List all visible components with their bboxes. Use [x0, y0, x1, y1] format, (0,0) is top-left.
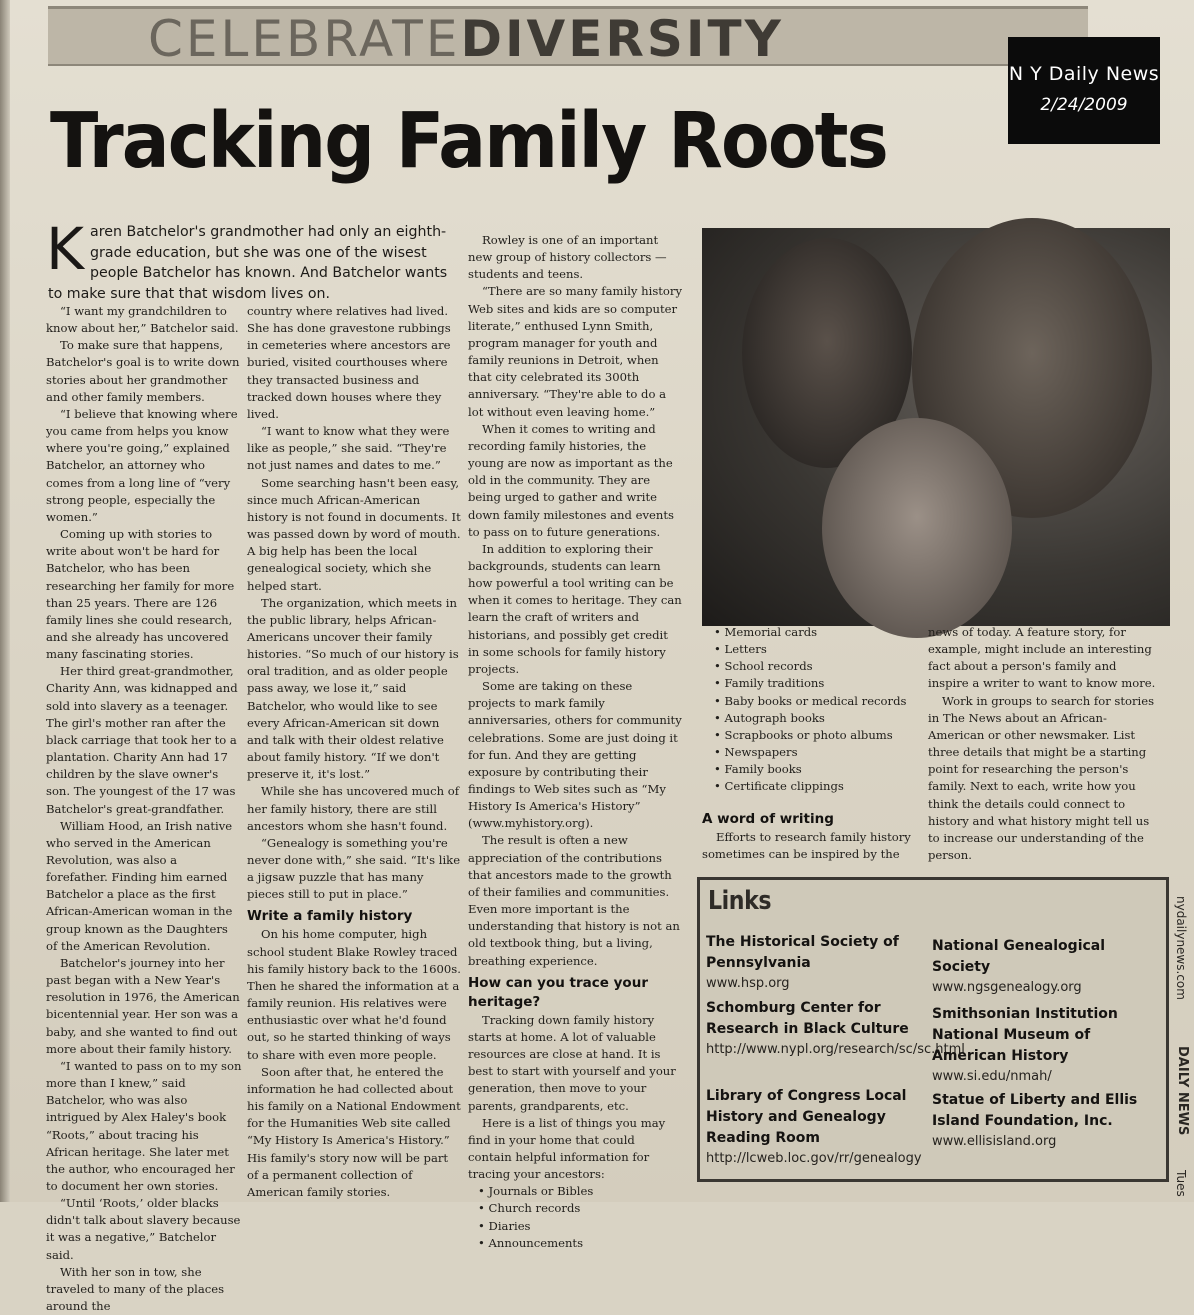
paragraph: Here is a list of things you may find in your home that could contain helpful information for tracing your ancestors:	[468, 1115, 666, 1182]
column-5	[928, 624, 1156, 864]
column-2	[247, 303, 461, 1201]
stamp-publication: N Y Daily News	[1008, 63, 1160, 85]
list-item: • Memorial cards	[714, 624, 916, 641]
list-item: • Family books	[714, 761, 916, 778]
link-historical-society-pa	[706, 932, 916, 994]
paragraph: Some are taking on these projects to mark family anniversaries, others for community celebrations. Some are just doing it for fun. And they are getting exposure by contributing their findings to Web sites such as “My History Is America's History” (www.myhistory.org).	[468, 679, 682, 831]
subhead-word-of-writing: A word of writing	[702, 810, 834, 827]
list-item: • School records	[714, 658, 916, 675]
list-item: • Certificate clippings	[714, 778, 916, 795]
column-3	[468, 232, 682, 1252]
paragraph: country where relatives had lived. She has done gravestone rubbings in cemeteries where ancestors are buried, visited courthouses where they transacted business and tracked down houses where they lived.	[247, 304, 451, 421]
paragraph: On his home computer, high school student Blake Rowley traced his family history back to the 1600s. Then he shared the information at a family reunion. His relatives were enthusiastic over what he'd found out, so he started thinking of ways to share with even more people.	[247, 927, 461, 1062]
link-smithsonian	[932, 1004, 1137, 1087]
source-stamp	[1008, 37, 1160, 144]
list-item: • Newspapers	[714, 744, 916, 761]
paragraph: Work in groups to search for stories in The News about an African-American or other newsmaker. List three details that might be a starting point for researching the person's family. Next to each, write how you think the details could connect to history and what history might tell us to increase our understanding of the person.	[928, 693, 1155, 863]
section-banner	[48, 6, 1088, 66]
paragraph: Rowley is one of an important new group of history collectors — students and teens.	[468, 233, 667, 282]
link-name: Schomburg Center for Research in Black Culture	[706, 1000, 909, 1037]
paragraph: The result is often a new appreciation of the contributions that ancestors made to the growth of their families and communities. Even more important is the understanding that history is not an old textbook thing, but a living, breathing experience.	[468, 833, 680, 968]
link-name: Library of Congress Local History and Genealogy Reading Room	[706, 1088, 907, 1146]
paragraph: With her son in tow, she traveled to many of the places around the	[46, 1264, 225, 1314]
paragraph: To make sure that happens, Batchelor's goal is to write down stories about her grandmother and other family members.	[46, 338, 240, 404]
paragraph: “Until ‘Roots,’ older blacks didn't talk about slavery because it was a negative,” Batchelor said.	[46, 1196, 241, 1262]
link-name: National Genealogical Society	[932, 938, 1106, 975]
banner-light-word: CELEBRATE	[148, 10, 461, 68]
links-title: Links	[708, 886, 772, 916]
subhead-trace-heritage: How can you trace your heritage?	[468, 974, 648, 1010]
paragraph: news of today. A feature story, for example, might include an interesting fact about a person's family and inspire a writer to want to know more.	[928, 625, 1156, 691]
link-url: www.si.edu/nmah/	[932, 1069, 1052, 1084]
list-item: • Diaries	[478, 1218, 682, 1235]
list-item: • Journals or Bibles	[478, 1183, 682, 1200]
paragraph: In addition to exploring their backgrounds, students can learn how powerful a tool writing can be when it comes to heritage. They can learn the craft of writers and historians, and possibly get credit in some schools for family history projects.	[468, 541, 682, 676]
side-site: nydailynews.com	[1174, 896, 1188, 1000]
links-box	[697, 877, 1169, 1182]
paragraph: William Hood, an Irish native who served in the American Revolution, was also a forefather. Finding him earned Batchelor a place as the first African-American woman in the group known as the Daughters of the American Revolution.	[46, 818, 233, 953]
subhead-write-family-history: Write a family history	[247, 908, 413, 925]
side-paper: DAILY NEWS	[1175, 1046, 1190, 1136]
link-schomburg-center	[706, 998, 965, 1060]
paragraph: Her third great-grandmother, Charity Ann, was kidnapped and sold into slavery as a teenager. The girl's mother ran after the black carriage that took her to a plantation. Charity Ann had 17 children by the slave owner's son. The youngest of the 17 was Batchelor's great-grandfather.	[46, 664, 238, 816]
resource-list-continued	[714, 624, 916, 796]
photo-face-child	[822, 418, 1012, 638]
paragraph: Soon after that, he entered the information he had collected about his family on a National Endowment for the Humanities Web site called “My History Is America's History.” His family's story now will be part of a permanent collection of American family stories.	[247, 1064, 461, 1199]
link-library-of-congress	[706, 1086, 921, 1169]
link-url: www.ngsgenealogy.org	[932, 980, 1082, 995]
link-name: Statue of Liberty and Ellis Island Foundation, Inc.	[932, 1092, 1138, 1129]
list-item: • Announcements	[478, 1235, 682, 1252]
list-item: • Church records	[478, 1200, 682, 1217]
column-1	[46, 303, 242, 1315]
paragraph: Tracking down family history starts at home. A lot of valuable resources are close at hand. It is best to start with yourself and your generation, then move to your parents, grandparents, etc.	[468, 1012, 676, 1113]
banner-text	[148, 11, 1088, 67]
lede-paragraph	[46, 215, 456, 304]
list-item: • Scrapbooks or photo albums	[714, 727, 916, 744]
link-name: The Historical Society of Pennsylvania	[706, 934, 899, 971]
list-item: • Letters	[714, 641, 916, 658]
paragraph: Batchelor's journey into her past began with a New Year's resolution in 1976, the American bicentennial year. Her son was a baby, and she wanted to find out more about their family history.	[46, 955, 240, 1056]
paragraph: Coming up with stories to write about won't be hard for Batchelor, who has been researching her family for more than 25 years. There are 126 family lines she could research, and she already has uncovered many fascinating stories.	[46, 527, 235, 662]
link-url: www.hsp.org	[706, 976, 790, 991]
paragraph: “There are so many family history Web sites and kids are so computer literate,” enthused Lynn Smith, program manager for youth and family reunions in Detroit, when that city celebrated its 300th anniversary. “They're able to do a lot without even leaving home.”	[468, 284, 683, 419]
link-url: http://lcweb.loc.gov/rr/genealogy	[706, 1151, 922, 1166]
side-day: Tues	[1174, 1170, 1188, 1197]
headline: Tracking Family Roots	[50, 97, 888, 186]
link-statue-of-liberty	[932, 1090, 1152, 1152]
paragraph: While she has uncovered much of her family history, there are still ancestors whom she hasn't found.	[247, 784, 460, 833]
paragraph: “I believe that knowing where you came from helps you know where you're going,” explained Batchelor, an attorney who comes from a long line of “very strong people, especially the women.”	[46, 406, 238, 524]
paragraph: “Genealogy is something you're never done with,” she said. “It's like a jigsaw puzzle that has many pieces still to put in place.”	[247, 835, 461, 902]
link-url: http://www.nypl.org/research/sc/sc.html	[706, 1042, 965, 1057]
list-item: • Baby books or medical records	[714, 693, 916, 710]
paragraph: Some searching hasn't been easy, since much African-American history is not found in documents. It was passed down by word of mouth. A big help has been the local genealogical society, which she helped start.	[247, 475, 461, 593]
stamp-date: 2/24/2009	[1040, 95, 1128, 115]
paragraph: “I want my grandchildren to know about her,” Batchelor said.	[46, 304, 239, 336]
list-item: • Family traditions	[714, 675, 916, 692]
link-url: www.ellisisland.org	[932, 1134, 1057, 1149]
family-photo	[702, 228, 1170, 626]
paragraph: “I wanted to pass on to my son more than I knew,” said Batchelor, who was also intrigued by Alex Haley's book “Roots,” about tracing his African heritage. She later met the author, who encouraged her to document her own stories.	[46, 1058, 242, 1193]
torn-edge	[0, 0, 10, 1202]
lede-text: aren Batchelor's grandmother had only an eighth-grade education, but she was one of the wisest people Batchelor has known. And Batchelor wants to make sure that that wisdom lives on.	[48, 224, 448, 302]
paragraph: The organization, which meets in the public library, helps African-Americans uncover their family histories. “So much of our history is oral tradition, and as older people pass away, we lose it,” said Batchelor, who would like to see every African-American sit down and talk with their oldest relative about family history. “If we don't preserve it, it's lost.”	[247, 595, 459, 782]
link-national-genealogical-society	[932, 936, 1132, 998]
banner-bold-word: DIVERSITY	[460, 10, 784, 68]
paragraph: Efforts to research family history sometimes can be inspired by the	[702, 829, 911, 861]
paragraph: “I want to know what they were like as people,” she said. “They're not just names and dates to me.”	[247, 424, 450, 473]
list-item: • Autograph books	[714, 710, 916, 727]
resource-list	[478, 1183, 682, 1252]
column-4	[702, 624, 916, 863]
link-name: Smithsonian Institution National Museum of American History	[932, 1006, 1118, 1064]
drop-cap: K	[46, 215, 85, 283]
paragraph: When it comes to writing and recording family histories, the young are now as important as the old in the community. They are being urged to gather and write down family milestones and events to pass on to future generations.	[468, 421, 674, 539]
